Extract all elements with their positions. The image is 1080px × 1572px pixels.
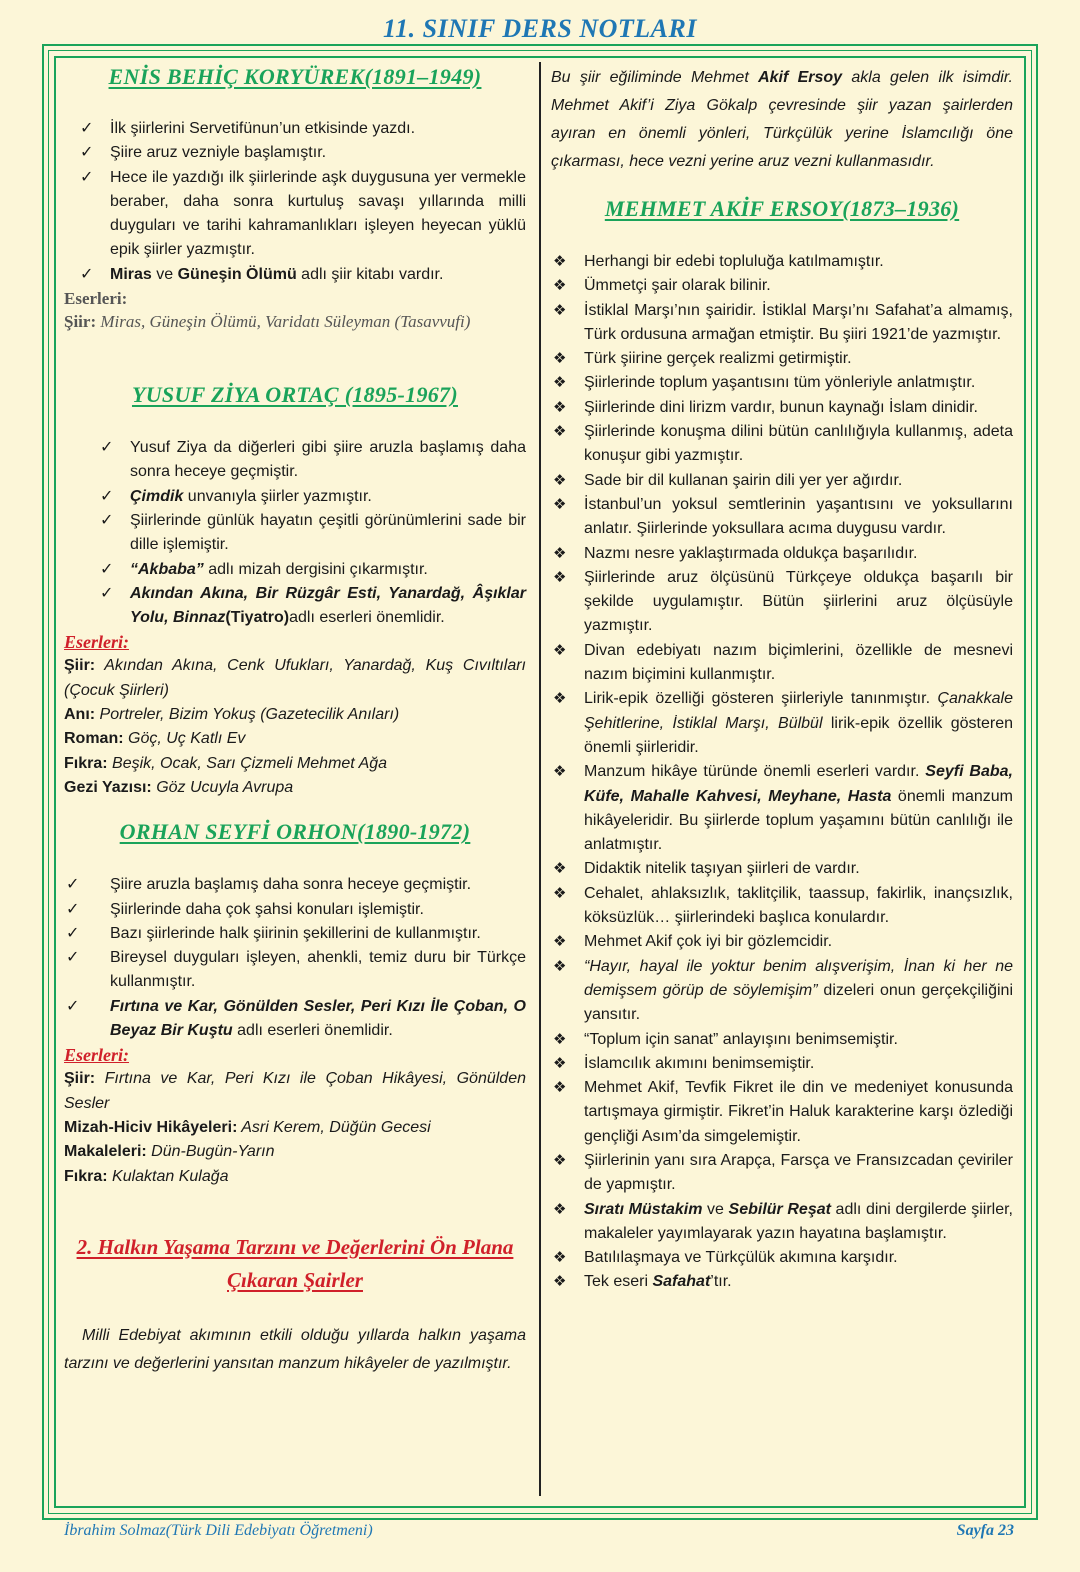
check-icon: ✓: [80, 144, 94, 162]
akif-intro-paragraph: Bu şiir eğiliminde Mehmet Akif Ersoy akla gelen ilk isimdir. Mehmet Akif’i Ziya Gökalp çevresinde şiir yazan şairlerden ayıran en önemli yönleri, Türkçülük yerine İslamcılığı öne çıkarması, hece vezni yerine aruz vezni kullanmasıdır.: [551, 69, 1014, 170]
list-item: ❖ İstiklal Marşı’nın şairidir. İstiklal Marşı’nı Safahat’a almamış, Türk ordusuna armağan etmiştir. Bu şiiri 1921’de yazmıştır.: [551, 299, 1013, 348]
list-item: ❖ Didaktik nitelik taşıyan şiirleri de vardır.: [551, 857, 1013, 881]
orhan-seyfi-list: [64, 873, 526, 1043]
enis-siir-works: Şiir: Miras, Güneşin Ölümü, Varidatı Süleyman (Tasavvufi): [64, 312, 471, 332]
diamond-bullet-icon: ❖: [553, 398, 567, 416]
list-item: ❖ “Hayır, hayal ile yoktur benim alışverişim, İnan ki her ne demişsem görüp de söylemişim” dizeleri onun gerçekçiliğini yansıtır.: [551, 955, 1013, 1028]
footer-page-number: Sayfa 23: [956, 1522, 1014, 1539]
list-item: ❖ Herhangi bir edebi topluluğa katılmamıştır.: [551, 250, 1013, 274]
check-icon: ✓: [80, 168, 94, 186]
list-item: ❖ Şiirlerinde konuşma dilini bütün canlılığıyla kullanmış, adeta konuşur gibi yazmıştır.: [551, 420, 1013, 469]
work-line: Gezi Yazısı: Göz Ucuyla Avrupa: [64, 778, 294, 796]
list-item: ❖ Şiirlerinde dini lirizm vardır, bunun kaynağı İslam dinidir.: [551, 396, 1013, 420]
diamond-bullet-icon: ❖: [553, 423, 567, 441]
diamond-bullet-icon: ❖: [553, 1079, 567, 1097]
work-line: Anı: Portreler, Bizim Yokuş (Gazetecilik Anıları): [64, 706, 400, 724]
check-icon: ✓: [66, 900, 80, 918]
diamond-bullet-icon: ❖: [553, 641, 567, 659]
yusuf-ziya-list: [64, 436, 526, 630]
right-column: [551, 62, 1013, 1295]
list-item: ❖ Manzum hikâye türünde önemli eserleri vardır. Seyfi Baba, Küfe, Mahalle Kahvesi, Meyhane, Hasta önemli manzum hikâyeleridir. Bu şiirlerde toplum yaşamını bütün canlılığı ile anlatmıştır.: [551, 760, 1013, 857]
list-item: ❖ Şiirlerinin yanı sıra Arapça, Farsça ve Fransızcadan çeviriler de yapmıştır.: [551, 1149, 1013, 1198]
check-icon: ✓: [80, 120, 94, 137]
list-item: ✓ Çimdik unvanıyla şiirler yazmıştır.: [64, 485, 526, 509]
list-item: ✓ Yusuf Ziya da diğerleri gibi şiire aruzla başlamış daha sonra heceye geçmiştir.: [64, 436, 526, 485]
list-item: ✓ Bireysel duyguları işleyen, ahenkli, temiz duru bir Türkçe kullanmıştır.: [64, 946, 526, 995]
work-line: Fıkra: Kulaktan Kulağa: [64, 1167, 229, 1185]
diamond-bullet-icon: ❖: [553, 568, 567, 586]
list-item: ❖ Ümmetçi şair olarak bilinir.: [551, 274, 1013, 298]
check-icon: ✓: [100, 487, 114, 505]
list-item: ❖ Batılılaşmaya ve Türkçülük akımına karşıdır.: [551, 1246, 1013, 1270]
diamond-bullet-icon: ❖: [553, 1030, 567, 1048]
list-item: ✓ Şiirlerinde günlük hayatın çeşitli görünümlerini sade bir dille işlemiştir.: [64, 509, 526, 558]
list-item: ✓ Fırtına ve Kar, Gönülden Sesler, Peri Kızı İle Çoban, O Beyaz Bir Kuştu adlı eserleri önemlidir.: [64, 995, 526, 1044]
diamond-bullet-icon: ❖: [553, 277, 567, 295]
check-icon: ✓: [100, 439, 114, 457]
section-2-title: 2. Halkın Yaşama Tarzını ve Değerlerini Ön Plana Çıkaran Şairler: [76, 1234, 514, 1292]
diamond-bullet-icon: ❖: [553, 1151, 567, 1169]
yusuf-works: [64, 654, 526, 800]
list-item: ✓ Miras ve Güneşin Ölümü adlı şiir kitabı vardır.: [64, 263, 526, 287]
check-icon: ✓: [66, 949, 80, 967]
work-line: Mizah-Hiciv Hikâyeleri: Asri Kerem, Düğün Gecesi: [64, 1118, 431, 1136]
list-item: ❖ Şiirlerinde toplum yaşantısını tüm yönleriyle anlatmıştır.: [551, 371, 1013, 395]
list-item: ❖ Sıratı Müstakim ve Sebilür Reşat adlı dini dergilerde şiirler, makaleler yayımlayarak yazın hayatına başlamıştır.: [551, 1198, 1013, 1247]
list-item: ❖ Türk şiirine gerçek realizmi getirmiştir.: [551, 347, 1013, 371]
check-icon: ✓: [100, 560, 114, 578]
mehmet-akif-list: [551, 250, 1013, 1295]
list-item: ✓ “Akbaba” adlı mizah dergisini çıkarmıştır.: [64, 558, 526, 582]
list-item: ✓ Akından Akına, Bir Rüzgâr Esti, Yanardağ, Âşıklar Yolu, Binnaz(Tiyatro)adlı eserleri önemlidir.: [64, 582, 526, 631]
enis-eserleri-label: Eserleri:: [64, 289, 128, 309]
list-item: ❖ Lirik-epik özelliği gösteren şiirleriyle tanınmıştır. Çanakkale Şehitlerine, İstiklal Marşı, Bülbül lirik-epik özellik gösteren önemli şiirleridir.: [551, 687, 1013, 760]
check-icon: ✓: [66, 924, 80, 942]
check-icon: ✓: [100, 511, 114, 529]
section-title-mehmet-akif: MEHMET AKİF ERSOY(1873–1936): [604, 196, 960, 221]
diamond-bullet-icon: ❖: [553, 374, 567, 392]
left-column: [64, 62, 526, 1378]
list-item: ✓ Bazı şiirlerinde halk şiirinin şekillerini de kullanmıştır.: [64, 922, 526, 946]
column-divider: [539, 62, 541, 1496]
diamond-bullet-icon: ❖: [553, 1200, 567, 1218]
section-title-enis-behic: ENİS BEHİÇ KORYÜREK(1891–1949): [108, 64, 482, 89]
list-item: ✓ Hece ile yazdığı ilk şiirlerinde aşk duygusuna yer vermekle beraber, daha sonra kurtuluş savaşı yıllarında milli duyguları ve tarihi kahramanlıkları işleyen heyecan yüklü epik şiirler yazmıştır.: [64, 166, 526, 263]
diamond-bullet-icon: ❖: [553, 350, 567, 368]
check-icon: ✓: [100, 584, 114, 602]
diamond-bullet-icon: ❖: [553, 301, 567, 319]
diamond-bullet-icon: ❖: [553, 884, 567, 902]
list-item: ❖ İstanbul’un yoksul semtlerinin yaşantısını ve yoksullarını anlatır. Şiirlerinde yoksullara acıma duygusu vardır.: [551, 493, 1013, 542]
orhan-eserleri-label: Eserleri:: [64, 1045, 129, 1066]
list-item: ❖ Sade bir dil kullanan şairin dili yer yer ağırdır.: [551, 469, 1013, 493]
check-icon: ✓: [80, 265, 94, 283]
list-item: ❖ “Toplum için sanat” anlayışını benimsemiştir.: [551, 1028, 1013, 1052]
diamond-bullet-icon: ❖: [553, 1273, 567, 1291]
page-header-title: 11. SINIF DERS NOTLARI: [383, 14, 697, 43]
diamond-bullet-icon: ❖: [553, 860, 567, 878]
list-item: ❖ Mehmet Akif çok iyi bir gözlemcidir.: [551, 930, 1013, 954]
diamond-bullet-icon: ❖: [553, 957, 567, 975]
orhan-works: [64, 1067, 526, 1188]
list-item: ✓ Şiirlerinde daha çok şahsi konuları işlemiştir.: [64, 898, 526, 922]
diamond-bullet-icon: ❖: [553, 763, 567, 781]
check-icon: ✓: [66, 876, 80, 894]
list-item: ✓ İlk şiirlerini Servetifünun’un etkisinde yazdı.: [64, 117, 526, 141]
diamond-bullet-icon: ❖: [553, 471, 567, 489]
diamond-bullet-icon: ❖: [553, 933, 567, 951]
work-line: Şiir: Akından Akına, Cenk Ufukları, Yanardağ, Kuş Cıvıltıları (Çocuk Şiirleri): [64, 657, 526, 699]
list-item: ❖ Nazmı nesre yaklaştırmada oldukça başarılıdır.: [551, 542, 1013, 566]
work-line: Makaleleri: Dün-Bugün-Yarın: [64, 1143, 275, 1161]
work-line: Roman: Göç, Uç Katlı Ev: [64, 730, 246, 748]
section-title-orhan-seyfi: ORHAN SEYFİ ORHON(1890-1972): [119, 819, 471, 845]
list-item: ❖ Tek eseri Safahat’tır.: [551, 1270, 1013, 1294]
list-item: ❖ İslamcılık akımını benimsemiştir.: [551, 1052, 1013, 1076]
yusuf-eserleri-label: Eserleri:: [64, 632, 129, 653]
list-item: ❖ Şiirlerinde aruz ölçüsünü Türkçeye oldukça başarılı bir şekilde uygulamıştır. Bütün şiirlerini aruz ölçüsüyle yazmıştır.: [551, 566, 1013, 639]
footer-author: İbrahim Solmaz(Türk Dili Edebiyatı Öğretmeni): [64, 1522, 373, 1539]
section-2-paragraph: Milli Edebiyat akımının etkili olduğu yıllarda halkın yaşama tarzını ve değerlerini yansıtan manzum hikâyeler de yazılmıştır.: [64, 1326, 526, 1372]
diamond-bullet-icon: ❖: [553, 253, 567, 270]
list-item: ❖ Mehmet Akif, Tevfik Fikret ile din ve medeniyet konusunda tartışmaya girmiştir. Fikret’in Haluk karakterine karşı özlediği gençliği Asım’da simgelemiştir.: [551, 1076, 1013, 1149]
list-item: ✓ Şiire aruz vezniyle başlamıştır.: [64, 141, 526, 165]
work-line: Fıkra: Beşik, Ocak, Sarı Çizmeli Mehmet Ağa: [64, 754, 388, 772]
section-title-yusuf-ziya: YUSUF ZİYA ORTAÇ (1895-1967): [131, 382, 458, 408]
diamond-bullet-icon: ❖: [553, 1249, 567, 1267]
work-line: Şiir: Fırtına ve Kar, Peri Kızı ile Çoban Hikâyesi, Gönülden Sesler: [64, 1070, 526, 1112]
list-item: ❖ Cehalet, ahlaksızlık, taklitçilik, taassup, fakirlik, inançsızlık, köksüzlük… şiirlerindeki başlıca konulardır.: [551, 882, 1013, 931]
enis-behic-list: [64, 117, 526, 287]
diamond-bullet-icon: ❖: [553, 1054, 567, 1072]
diamond-bullet-icon: ❖: [553, 544, 567, 562]
diamond-bullet-icon: ❖: [553, 690, 567, 708]
check-icon: ✓: [66, 997, 80, 1015]
diamond-bullet-icon: ❖: [553, 495, 567, 513]
list-item: ✓ Şiire aruzla başlamış daha sonra heceye geçmiştir.: [64, 873, 526, 897]
list-item: ❖ Divan edebiyatı nazım biçimlerini, özellikle de mesnevi nazım biçimini kullanmıştır.: [551, 639, 1013, 688]
